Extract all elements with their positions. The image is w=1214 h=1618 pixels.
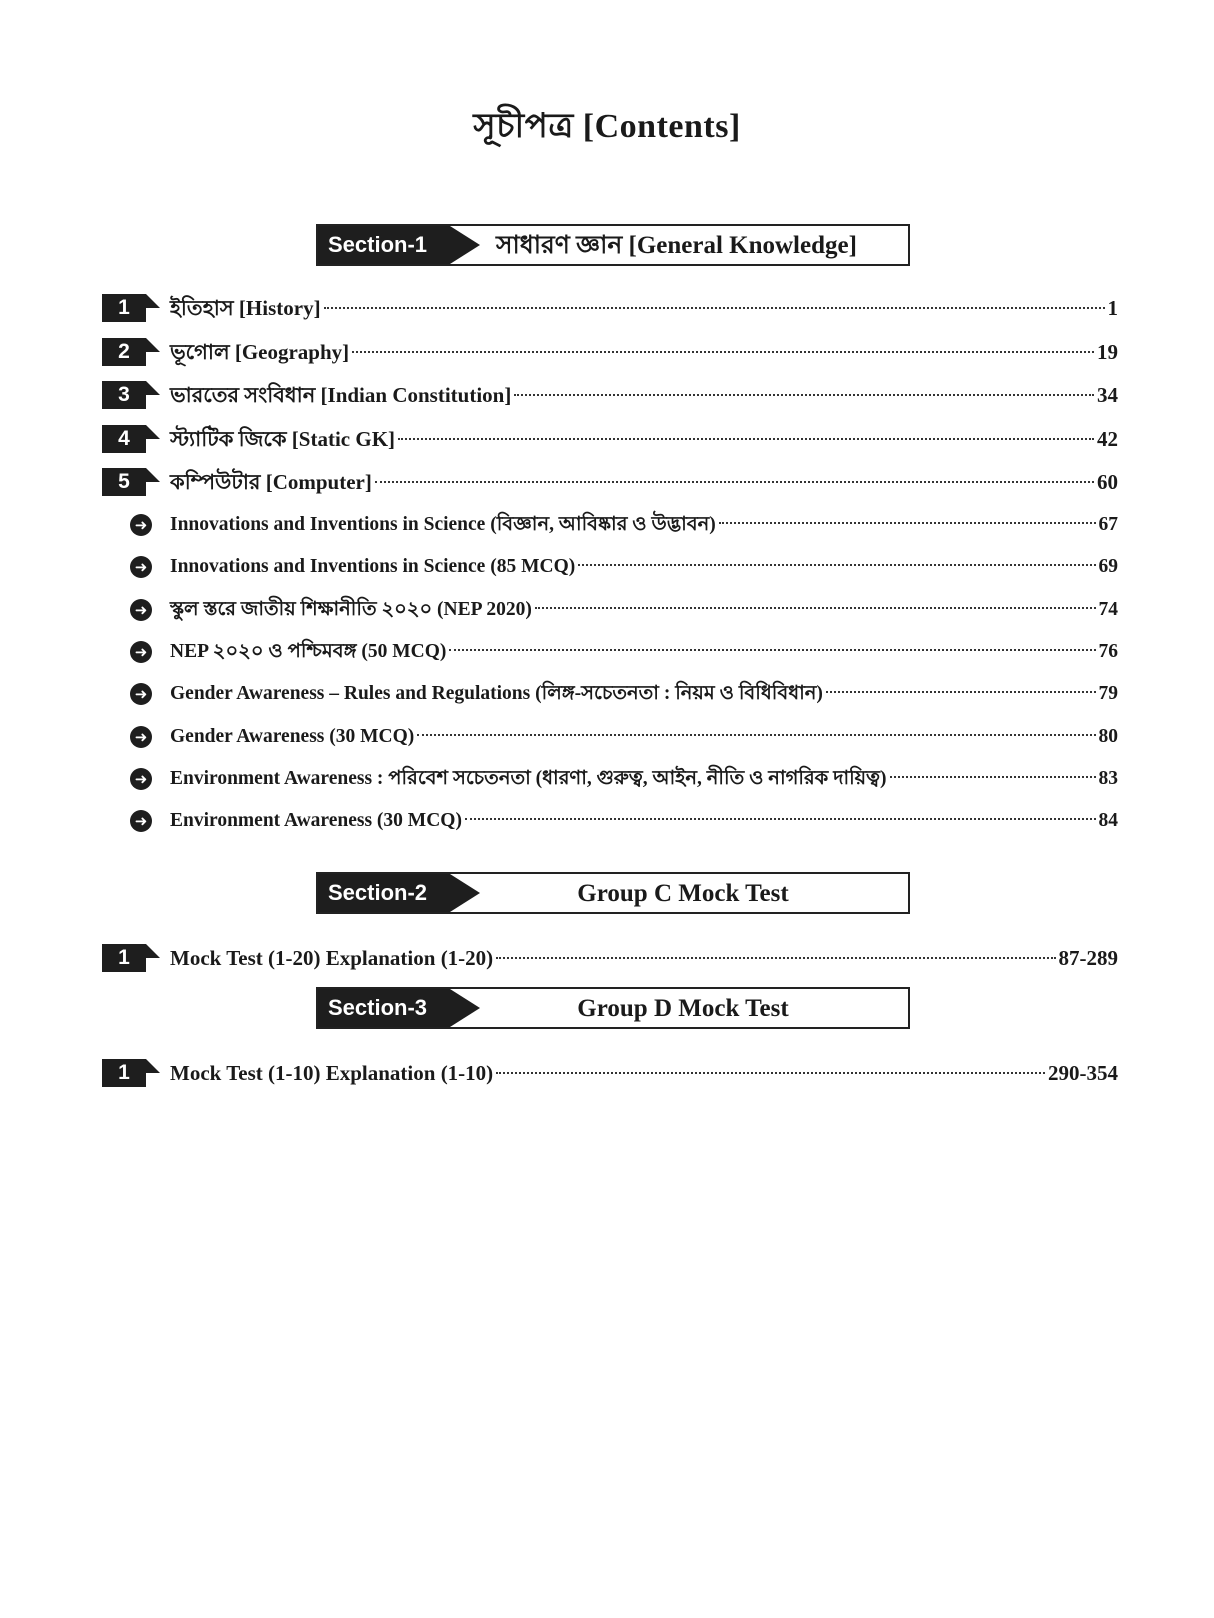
arrow-right-icon: ➜ [130, 641, 152, 663]
dot-leader [826, 691, 1096, 693]
entry-page: 60 [1097, 470, 1118, 494]
entry-page: 69 [1098, 556, 1118, 577]
entry-page: 1 [1107, 296, 1118, 320]
section-tag: Section-1 [318, 226, 450, 264]
flag-icon [146, 338, 160, 352]
entry-page: 80 [1098, 726, 1118, 747]
entry-page: 74 [1098, 599, 1118, 620]
section-3-header [316, 987, 910, 1029]
toc-subentry[interactable] [102, 593, 1118, 627]
dot-leader [514, 394, 1094, 396]
entry-title: Mock Test (1-10) Explanation (1-10) [170, 1061, 494, 1085]
section-title: সাধারণ জ্ঞান [General Knowledge] [496, 232, 857, 259]
dot-leader [719, 522, 1096, 524]
toc-entry[interactable] [102, 1056, 1118, 1090]
entry-number: 5 [102, 468, 146, 496]
flag-icon [146, 425, 160, 439]
entry-title: Gender Awareness – Rules and Regulations (লিঙ্গ-সচেতনতা : নিয়ম ও বিধিবিধান) [170, 683, 823, 704]
flag-icon [146, 1059, 160, 1073]
arrow-right-icon: ➜ [130, 726, 152, 748]
toc-subentry[interactable] [102, 677, 1118, 711]
section-2-header [316, 872, 910, 914]
entry-number: 4 [102, 425, 146, 453]
toc-subentry[interactable] [102, 804, 1118, 838]
arrow-right-icon: ➜ [130, 683, 152, 705]
arrow-right-icon: ➜ [130, 768, 152, 790]
dot-leader [496, 1072, 1045, 1074]
dot-leader [496, 957, 1055, 959]
toc-subentry[interactable] [102, 720, 1118, 754]
toc-subentry[interactable] [102, 762, 1118, 796]
toc-entry[interactable] [102, 378, 1118, 412]
toc-entry[interactable] [102, 941, 1118, 975]
flag-icon [146, 381, 160, 395]
entry-number: 3 [102, 381, 146, 409]
section-title: Group D Mock Test [577, 995, 789, 1022]
arrow-right-icon: ➜ [130, 810, 152, 832]
entry-page: 42 [1097, 427, 1118, 451]
entry-title: Environment Awareness : পরিবেশ সচেতনতা (ধারণা, গুরুত্ব, আইন, নীতি ও নাগরিক দায়িত্ব) [170, 768, 887, 789]
entry-title: Gender Awareness (30 MCQ) [170, 726, 415, 747]
entry-page: 19 [1097, 340, 1118, 364]
toc-subentry[interactable] [102, 550, 1118, 584]
entry-number: 2 [102, 338, 146, 366]
dot-leader [449, 649, 1095, 651]
entry-title: স্ট্যাটিক জিকে [Static GK] [170, 427, 396, 451]
entry-page: 290-354 [1048, 1061, 1118, 1085]
entry-title: ইতিহাস [History] [170, 296, 321, 320]
entry-number: 1 [102, 944, 146, 972]
entry-title: স্কুল স্তরে জাতীয় শিক্ষানীতি ২০২০ (NEP 2020) [170, 599, 532, 620]
entry-number: 1 [102, 294, 146, 322]
arrow-right-icon: ➜ [130, 556, 152, 578]
entry-title: Environment Awareness (30 MCQ) [170, 810, 462, 831]
toc-entry[interactable] [102, 335, 1118, 369]
dot-leader [352, 351, 1094, 353]
entry-title: কম্পিউটার [Computer] [170, 470, 372, 494]
dot-leader [398, 438, 1094, 440]
dot-leader [375, 481, 1094, 483]
dot-leader [890, 776, 1096, 778]
dot-leader [465, 818, 1096, 820]
page-title: সূচীপত্র [Contents] [473, 108, 741, 145]
entry-title: NEP ২০২০ ও পশ্চিমবঙ্গ (50 MCQ) [170, 641, 447, 662]
toc-subentry[interactable] [102, 635, 1118, 669]
toc-subentry[interactable] [102, 508, 1118, 542]
dot-leader [324, 307, 1105, 309]
entry-page: 67 [1098, 514, 1118, 535]
section-1-header [316, 224, 910, 266]
arrow-right-icon: ➜ [130, 599, 152, 621]
flag-icon [146, 294, 160, 308]
entry-title: ভারতের সংবিধান [Indian Constitution] [170, 383, 512, 407]
flag-icon [146, 944, 160, 958]
entry-page: 84 [1098, 810, 1118, 831]
entry-number: 1 [102, 1059, 146, 1087]
section-tag: Section-2 [318, 874, 450, 912]
dot-leader [417, 734, 1095, 736]
entry-page: 83 [1098, 768, 1118, 789]
toc-entry[interactable] [102, 291, 1118, 325]
section-title: Group C Mock Test [577, 880, 789, 907]
entry-page: 34 [1097, 383, 1118, 407]
toc-entry[interactable] [102, 422, 1118, 456]
entry-title: ভূগোল [Geography] [170, 340, 350, 364]
entry-title: Innovations and Inventions in Science (বিজ্ঞান, আবিষ্কার ও উদ্ভাবন) [170, 514, 716, 535]
entry-page: 79 [1098, 683, 1118, 704]
entry-page: 76 [1098, 641, 1118, 662]
arrow-right-icon: ➜ [130, 514, 152, 536]
toc-entry[interactable] [102, 465, 1118, 499]
flag-icon [146, 468, 160, 482]
section-tag: Section-3 [318, 989, 450, 1027]
entry-page: 87-289 [1058, 946, 1118, 970]
dot-leader [578, 564, 1095, 566]
entry-title: Innovations and Inventions in Science (85 MCQ) [170, 556, 576, 577]
dot-leader [535, 607, 1096, 609]
entry-title: Mock Test (1-20) Explanation (1-20) [170, 946, 494, 970]
